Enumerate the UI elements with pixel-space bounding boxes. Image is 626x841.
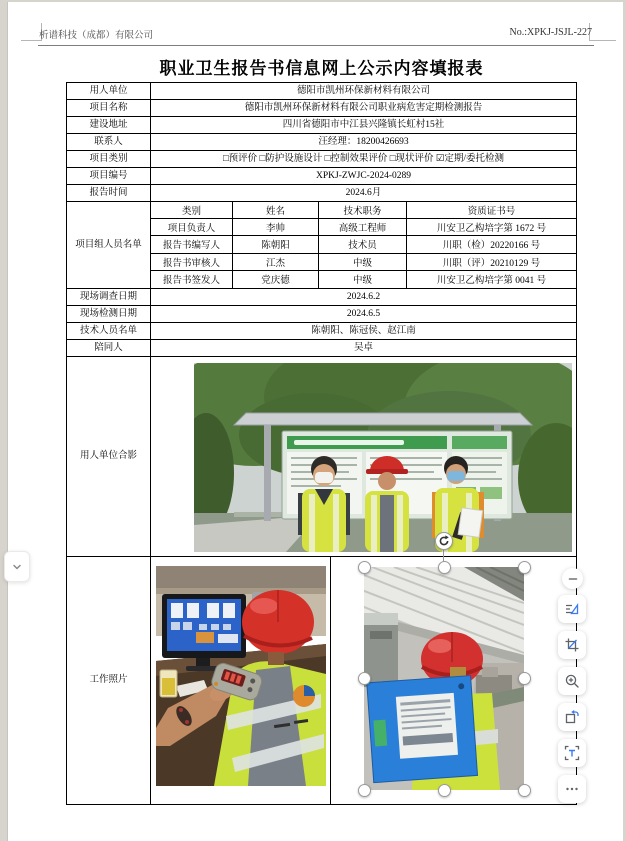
table-row [67, 100, 576, 117]
report-time-label: 报告时间 [67, 185, 151, 201]
work-photo-left-image[interactable] [156, 566, 326, 786]
team-cell: 李帅 [233, 219, 319, 235]
document-page [7, 2, 623, 841]
table-row [67, 185, 576, 202]
extract-text-icon [564, 745, 580, 761]
work-photo-right-image[interactable] [364, 567, 524, 790]
team-subtable [151, 202, 576, 288]
employer-value: 德阳市凯州环保新材料有限公司 [296, 85, 430, 96]
selection-handle-mid-right[interactable] [518, 672, 531, 685]
team-cell: 川职（评）20210129 号 [442, 258, 541, 269]
team-header-role: 类别 [151, 202, 233, 218]
header-doc-number: No.:XPKJ-JSJL-227 [509, 27, 592, 38]
project-no-label: 项目编号 [67, 168, 151, 184]
category-label: 项目类别 [67, 151, 151, 167]
side-panel-toggle-button[interactable] [4, 551, 30, 582]
table-row [67, 117, 576, 134]
rotate-arrow-icon [438, 535, 450, 547]
rotate-icon [564, 709, 580, 725]
employer-label: 用人单位 [67, 83, 151, 99]
team-label: 项目组人员名单 [67, 202, 151, 288]
table-row [67, 83, 576, 100]
team-header-cert: 资质证书号 [467, 207, 516, 218]
toolbar-crop-button[interactable] [558, 631, 586, 659]
team-cell: 项目负责人 [151, 219, 233, 235]
table-row [67, 323, 576, 340]
project-no-value: XPKJ-ZWJC-2024-0289 [316, 170, 411, 181]
image-effects-icon [564, 601, 580, 617]
team-cell: 报告书审核人 [151, 254, 233, 270]
zoom-in-icon [564, 673, 580, 689]
toolbar-collapse-button[interactable] [562, 568, 583, 589]
crop-icon [564, 637, 580, 653]
rotate-handle[interactable] [435, 532, 453, 550]
team-cell: 中级 [319, 271, 407, 288]
report-time-value: 2024.6月 [345, 187, 382, 198]
team-cell: 川安卫乙构培字第 0041 号 [436, 276, 547, 287]
team-cell: 江杰 [233, 254, 319, 270]
toolbar-more-button[interactable] [558, 775, 586, 803]
contact-value: 汪经理：18200426693 [318, 136, 409, 147]
team-cell: 陈朝阳 [233, 236, 319, 252]
team-cell: 中级 [319, 254, 407, 270]
table-row [67, 151, 576, 168]
page-title: 职业卫生报告书信息网上公示内容填报表 [159, 59, 484, 78]
work-photo-label: 工作照片 [67, 557, 151, 804]
project-name-label: 项目名称 [67, 100, 151, 116]
team-row [151, 271, 576, 288]
address-label: 建设地址 [67, 117, 151, 133]
selection-handle-top-right[interactable] [518, 561, 531, 574]
team-header-title: 技术职务 [319, 202, 407, 218]
table-row [67, 134, 576, 151]
selection-handle-bottom-left[interactable] [358, 784, 371, 797]
header-company: 析谱科技（成都）有限公司 [39, 31, 154, 41]
team-row [151, 254, 576, 271]
table-row [67, 340, 576, 357]
address-value: 四川省德阳市中江县兴隆镇长虹村15社 [282, 119, 445, 130]
team-cell: 川安卫乙构培字第 1672 号 [436, 224, 547, 235]
table-row [67, 168, 576, 185]
selection-handle-bottom-right[interactable] [518, 784, 531, 797]
tech-staff-label: 技术人员名单 [67, 323, 151, 339]
project-name-value: 德阳市凯州环保新材料有限公司职业病危害定期检测报告 [244, 102, 483, 113]
selection-handle-top-center[interactable] [438, 561, 451, 574]
team-cell: 川职（检）20220166 号 [442, 241, 541, 252]
toolbar-rotate-button[interactable] [558, 703, 586, 731]
selection-handle-mid-left[interactable] [358, 672, 371, 685]
category-checkboxes: □预评价 □防护设施设计 □控制效果评价 □现状评价 ☑定期/委托检测 [222, 153, 505, 164]
team-header-name: 姓名 [233, 202, 319, 218]
survey-date-label: 现场调查日期 [67, 289, 151, 305]
team-row [151, 236, 576, 253]
escort-label: 陪同人 [67, 340, 151, 356]
team-section-row [67, 202, 576, 289]
minus-icon [567, 573, 579, 585]
detect-date-value: 2024.6.5 [346, 308, 381, 319]
team-cell: 党庆德 [233, 271, 319, 288]
team-cell: 报告书签发人 [151, 271, 233, 288]
more-icon [564, 781, 580, 797]
team-row [151, 219, 576, 236]
chevron-down-icon [11, 561, 23, 573]
escort-value: 吴卓 [353, 342, 373, 353]
team-cell: 报告书编写人 [151, 236, 233, 252]
toolbar-image-effects-button[interactable] [558, 595, 586, 623]
header-rule [38, 45, 594, 46]
team-header-row [151, 202, 576, 219]
contact-label: 联系人 [67, 134, 151, 150]
survey-date-value: 2024.6.2 [346, 291, 381, 302]
toolbar-zoom-in-button[interactable] [558, 667, 586, 695]
selection-handle-top-left[interactable] [358, 561, 371, 574]
table-row [67, 289, 576, 306]
selection-handle-bottom-center[interactable] [438, 784, 451, 797]
toolbar-extract-text-button[interactable] [558, 739, 586, 767]
group-photo-image[interactable] [194, 363, 572, 552]
team-cell: 高级工程师 [319, 219, 407, 235]
tech-staff-value: 陈朝阳、陈冠侯、赵江南 [311, 325, 416, 336]
detect-date-label: 现场检测日期 [67, 306, 151, 322]
table-row [67, 306, 576, 323]
group-photo-label: 用人单位合影 [67, 357, 151, 556]
margin-crop-mark-right [589, 23, 616, 41]
team-cell: 技术员 [319, 236, 407, 252]
